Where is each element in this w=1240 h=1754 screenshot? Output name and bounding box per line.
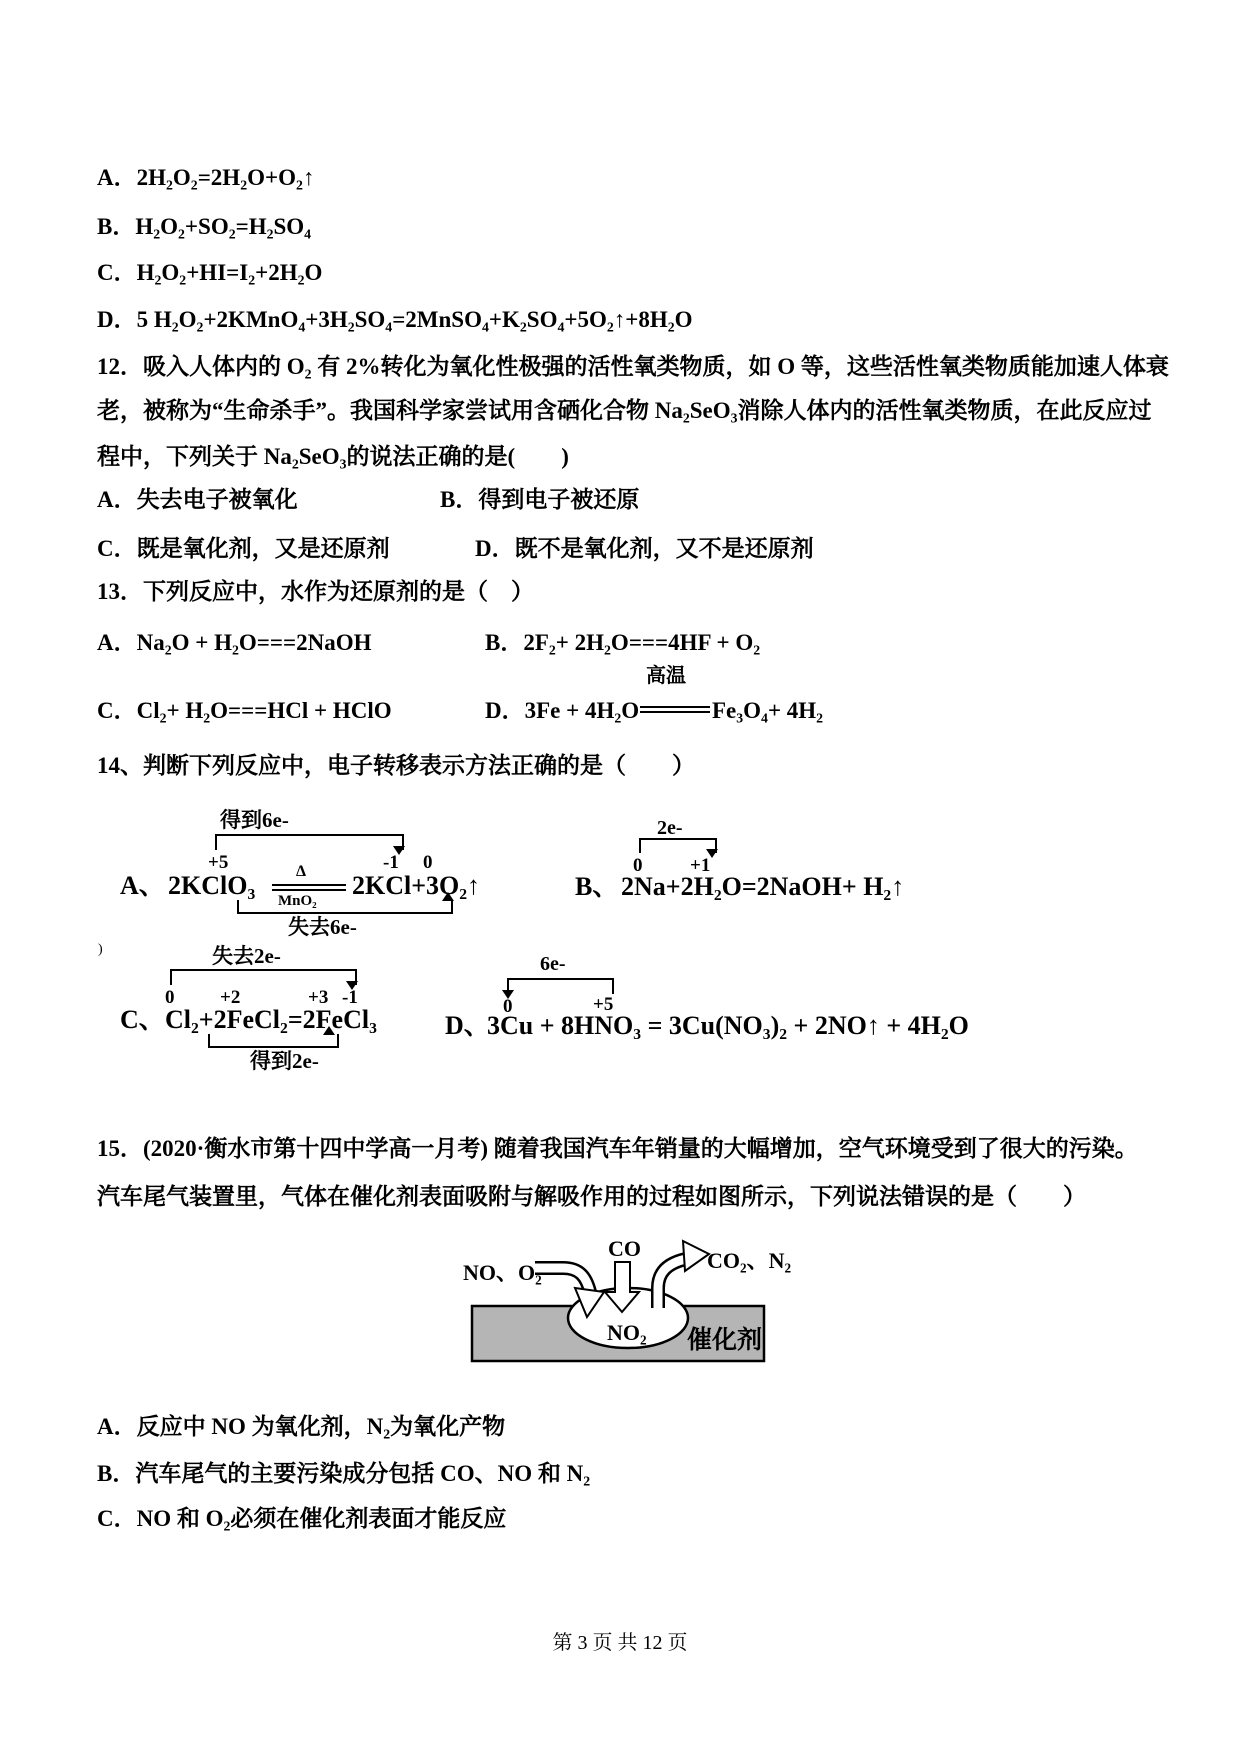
q11-option-a	[97, 164, 314, 193]
oxidation-number: 0	[503, 996, 513, 1017]
q14-option-d-diagram	[445, 952, 985, 1062]
oxidation-number: 0	[423, 852, 433, 873]
q14-option-a-diagram	[120, 810, 540, 950]
chemical-equation: 5 H₂O₂+2KMnO₄+3H₂SO₄=2MnSO₄+K₂SO₄+5O₂↑+8H₂O	[136, 307, 693, 332]
electron-transfer-label: 2e-	[657, 817, 683, 839]
q15-option-c: C．NO 和 O₂必须在催化剂表面才能反应	[97, 1506, 507, 1531]
page-number: 第 3 页 共 12 页	[552, 1632, 688, 1654]
double-bond-line	[272, 884, 346, 891]
option-letter: C、	[120, 1005, 165, 1034]
no2-label: NO₂	[607, 1320, 647, 1345]
q13-option-c: C．Cl₂+ H₂O===HCl + HClO	[97, 698, 392, 723]
option-letter: A、	[120, 871, 165, 900]
equation-lhs: 2KClO₃	[168, 871, 256, 900]
option-letter: B、	[575, 872, 619, 901]
oxidation-number: +3	[308, 987, 329, 1008]
q12-text-line2: 老，被称为“生命杀手”。我国科学家尝试用含硒化合物 Na₂SeO₃消除人体内的活性氧类物质，在此反应过	[97, 398, 1152, 423]
q15-option-a: A．反应中 NO 为氧化剂，N₂为氧化产物	[97, 1414, 506, 1439]
reaction-condition-top: Δ	[296, 863, 307, 880]
electron-gain-label: 得到2e-	[250, 1049, 319, 1073]
chemical-equation: 2H₂O₂=2H₂O+O₂↑	[136, 165, 315, 190]
arrow-up-icon	[442, 892, 454, 901]
oxidation-number: -1	[342, 987, 358, 1008]
q11-option-b	[97, 213, 311, 242]
electron-transfer-bracket	[507, 978, 614, 994]
no-o2-label: NO、O₂	[463, 1260, 542, 1285]
oxidation-number: +1	[690, 855, 711, 876]
option-letter: C．	[97, 260, 137, 285]
q12-option-c: C．既是氧化剂，又是还原剂	[97, 536, 390, 561]
q13-option-d-products: Fe₃O₄+ 4H₂	[712, 698, 824, 723]
q13-title: 13．下列反应中，水作为还原剂的是（ ）	[97, 579, 534, 604]
co-label: CO	[608, 1236, 641, 1261]
oxidation-number: 0	[165, 987, 175, 1008]
electron-gain-label: 得到6e-	[220, 808, 289, 832]
catalyst-diagram	[415, 1228, 795, 1378]
q13-option-b: B．2F₂+ 2H₂O===4HF + O₂	[485, 630, 761, 655]
reaction-condition-bottom: MnO₂	[278, 893, 317, 909]
oxidation-number: 0	[633, 855, 643, 876]
electron-loss-bracket	[170, 969, 357, 985]
catalyst-label: 催化剂	[687, 1327, 763, 1354]
electron-loss-bracket	[237, 900, 453, 914]
chemical-equation: Cl₂+2FeCl₂=2FeCl₃	[165, 1005, 377, 1034]
option-letter: D、	[445, 1011, 490, 1040]
option-letter: B．	[97, 214, 136, 239]
electron-loss-label: 失去6e-	[288, 915, 357, 939]
option-letter: A．	[97, 165, 137, 190]
electron-gain-bracket	[208, 1034, 339, 1048]
oxidation-number: +5	[593, 994, 614, 1015]
oxidation-number: -1	[383, 852, 399, 873]
oxidation-number: +2	[220, 987, 241, 1008]
q15-option-b: B．汽车尾气的主要污染成分包括 CO、NO 和 N₂	[97, 1461, 591, 1486]
chemical-equation: H₂O₂+SO₂=H₂SO₄	[135, 214, 312, 239]
double-bond-line	[640, 706, 710, 713]
q12-text-line3: 程中，下列关于 Na₂SeO₃的说法正确的是( )	[97, 444, 569, 469]
equation-rhs: 2KCl+3O₂↑	[352, 871, 481, 900]
outlet-arrowhead-icon	[683, 1241, 709, 1271]
q14-option-b-diagram	[575, 818, 955, 928]
q12-text-line1: 12．吸入人体内的 O₂ 有 2%转化为氧化性极强的活性氧类物质，如 O 等，这些活性氧类物质能加速人体衰	[97, 354, 1169, 379]
q12-option-a: A．失去电子被氧化	[97, 487, 298, 512]
q12-option-b: B．得到电子被还原	[440, 487, 640, 512]
electron-gain-bracket	[215, 834, 404, 850]
q13-option-d-reactants: D．3Fe + 4H₂O	[485, 698, 640, 723]
q15-text-line2: 汽车尾气装置里，气体在催化剂表面吸附与解吸作用的过程如图所示，下列说法错误的是（ ）	[97, 1184, 1086, 1209]
q12-option-d: D．既不是氧化剂，又不是还原剂	[475, 536, 814, 561]
chemical-equation: 3Cu + 8HNO₃ = 3Cu(NO₃)₂ + 2NO↑ + 4H₂O	[487, 1011, 969, 1040]
chemical-equation: 2Na+2H₂O=2NaOH+ H₂↑	[621, 872, 905, 901]
stray-mark: )	[98, 942, 103, 957]
q13-option-d-condition: 高温	[646, 665, 686, 687]
co2-n2-label: CO₂、N₂	[707, 1248, 792, 1273]
electron-loss-label: 失去2e-	[212, 944, 281, 968]
option-letter: D．	[97, 307, 137, 332]
q13-option-a: A．Na₂O + H₂O===2NaOH	[97, 630, 372, 655]
electron-transfer-label: 6e-	[540, 953, 566, 975]
oxidation-number: +5	[208, 852, 229, 873]
chemical-equation: H₂O₂+HI=I₂+2H₂O	[136, 260, 323, 285]
q11-option-c	[97, 259, 322, 288]
arrow-up-icon	[323, 1026, 335, 1035]
q11-option-d	[97, 306, 693, 335]
q14-title: 14、判断下列反应中，电子转移表示方法正确的是（ ）	[97, 753, 695, 778]
q15-text-line1: 15．(2020·衡水市第十四中学高一月考) 随着我国汽车年销量的大幅增加，空气环境受到了很大的污染。	[97, 1136, 1138, 1161]
